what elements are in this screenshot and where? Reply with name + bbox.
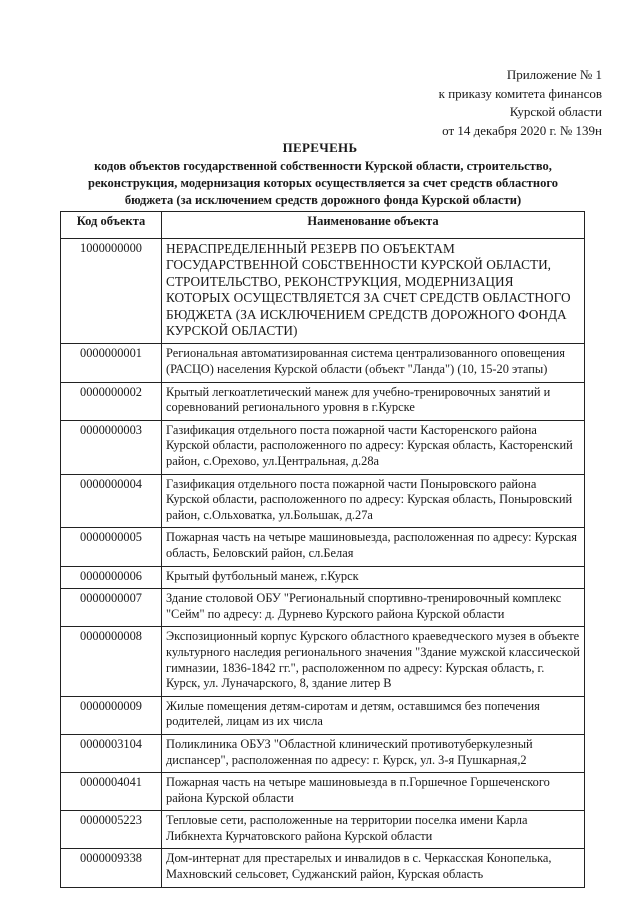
object-name: Здание столовой ОБУ "Региональный спортивно-тренировочный комплекс "Сейм" по адресу: д. Дурнево Курского района Курской области xyxy=(162,589,585,627)
appendix-line-2: к приказу комитета финансов xyxy=(438,85,602,101)
document-subtitle xyxy=(80,158,566,209)
object-name: Дом-интернат для престарелых и инвалидов в с. Черкасская Конопелька, Махновский сельсовет, Суджанский район, Курская область xyxy=(162,849,585,887)
object-name: Пожарная часть на четыре машиновыезда в п.Горшечное Горшеченского района Курской области xyxy=(162,773,585,811)
subtitle-line-2: реконструкция, модернизация которых осуществляется за счет средств областного xyxy=(88,176,558,190)
object-name: Газификация отдельного поста пожарной части Касторенского района Курской области, расположенного по адресу: Курская область, Касторенский район, с.Орехово, ул.Центральная, д.28а xyxy=(162,420,585,474)
object-code: 0000004041 xyxy=(61,773,162,811)
object-code: 0000000001 xyxy=(61,344,162,382)
object-code: 0000000004 xyxy=(61,474,162,528)
object-name: Жилые помещения детям-сиротам и детям, оставшимся без попечения родителей, лицам из их числа xyxy=(162,696,585,734)
table-row xyxy=(61,696,585,734)
appendix-line-3: Курской области xyxy=(509,104,602,119)
object-name: Экспозиционный корпус Курского областного краеведческого музея в объекте культурного наследия регионального значения "Здание мужской классической гимназии, 1836-1842 гг.", расположенном по адресу: Курская область, г. Курск, ул. Луначарского, 8, здание литер В xyxy=(162,627,585,696)
object-code: 1000000000 xyxy=(61,239,162,344)
object-code: 0000003104 xyxy=(61,734,162,772)
header-name: Наименование объекта xyxy=(162,212,585,239)
header-code: Код объекта xyxy=(61,212,162,239)
object-name: НЕРАСПРЕДЕЛЕННЫЙ РЕЗЕРВ ПО ОБЪЕКТАМ ГОСУДАРСТВЕННОЙ СОБСТВЕННОСТИ КУРСКОЙ ОБЛАСТИ, СТРОИТЕЛЬСТВО, РЕКОНСТРУКЦИЯ, МОДЕРНИЗАЦИЯ КОТОРЫХ ОСУЩЕСТВЛЯЕТСЯ ЗА СЧЕТ СРЕДСТВ ОБЛАСТНОГО БЮДЖЕТА (ЗА ИСКЛЮЧЕНИЕМ СРЕДСТВ ДОРОЖНОГО ФОНДА КУРСКОЙ ОБЛАСТИ) xyxy=(162,239,585,344)
object-name: Крытый футбольный манеж, г.Курск xyxy=(162,566,585,589)
object-code: 0000000008 xyxy=(61,627,162,696)
table-row xyxy=(61,528,585,566)
object-name: Крытый легкоатлетический манеж для учебно-тренировочных занятий и соревнований регионального уровня в г.Курске xyxy=(162,382,585,420)
table-header-row xyxy=(61,212,585,239)
table-row xyxy=(61,811,585,849)
document-title: ПЕРЕЧЕНЬ xyxy=(282,140,358,155)
table-row xyxy=(61,773,585,811)
table-row xyxy=(61,734,585,772)
object-code: 0000000003 xyxy=(61,420,162,474)
object-code: 0000000009 xyxy=(61,696,162,734)
object-name: Газификация отдельного поста пожарной части Поныровского района Курской области, расположенного по адресу: Курская область, Поныровский район, с.Ольховатка, ул.Большак, д.27а xyxy=(162,474,585,528)
subtitle-line-1: кодов объектов государственной собственности Курской области, строительство, xyxy=(94,159,552,173)
object-code: 0000000006 xyxy=(61,566,162,589)
object-code: 0000009338 xyxy=(61,849,162,887)
appendix-line-1: Приложение № 1 xyxy=(506,67,602,82)
object-code: 0000005223 xyxy=(61,811,162,849)
table-row xyxy=(61,589,585,627)
appendix-header xyxy=(439,66,602,140)
object-name: Тепловые сети, расположенные на территории поселка имени Карла Либкнехта Курчатовского района Курской области xyxy=(162,811,585,849)
object-code: 0000000002 xyxy=(61,382,162,420)
object-code: 0000000007 xyxy=(61,589,162,627)
table-row xyxy=(61,239,585,344)
object-name: Поликлиника ОБУЗ "Областной клинический противотуберкулезный диспансер", расположенная по адресу: г. Курск, ул. 3-я Пушкарная,2 xyxy=(162,734,585,772)
table-row xyxy=(61,420,585,474)
object-name: Региональная автоматизированная система централизованного оповещения (РАСЦО) населения Курской области (объект "Ланда") (10, 15-20 этапы) xyxy=(162,344,585,382)
objects-table xyxy=(60,211,585,888)
table-row xyxy=(61,849,585,887)
object-code: 0000000005 xyxy=(61,528,162,566)
appendix-line-4: от 14 декабря 2020 г. № 139н xyxy=(442,122,602,138)
table-row xyxy=(61,382,585,420)
table-row xyxy=(61,474,585,528)
table-row xyxy=(61,627,585,696)
table-row xyxy=(61,344,585,382)
subtitle-line-3: бюджета (за исключением средств дорожного фонда Курской области) xyxy=(124,193,522,207)
object-name: Пожарная часть на четыре машиновыезда, расположенная по адресу: Курская область, Беловский район, сл.Белая xyxy=(162,528,585,566)
table-row xyxy=(61,566,585,589)
